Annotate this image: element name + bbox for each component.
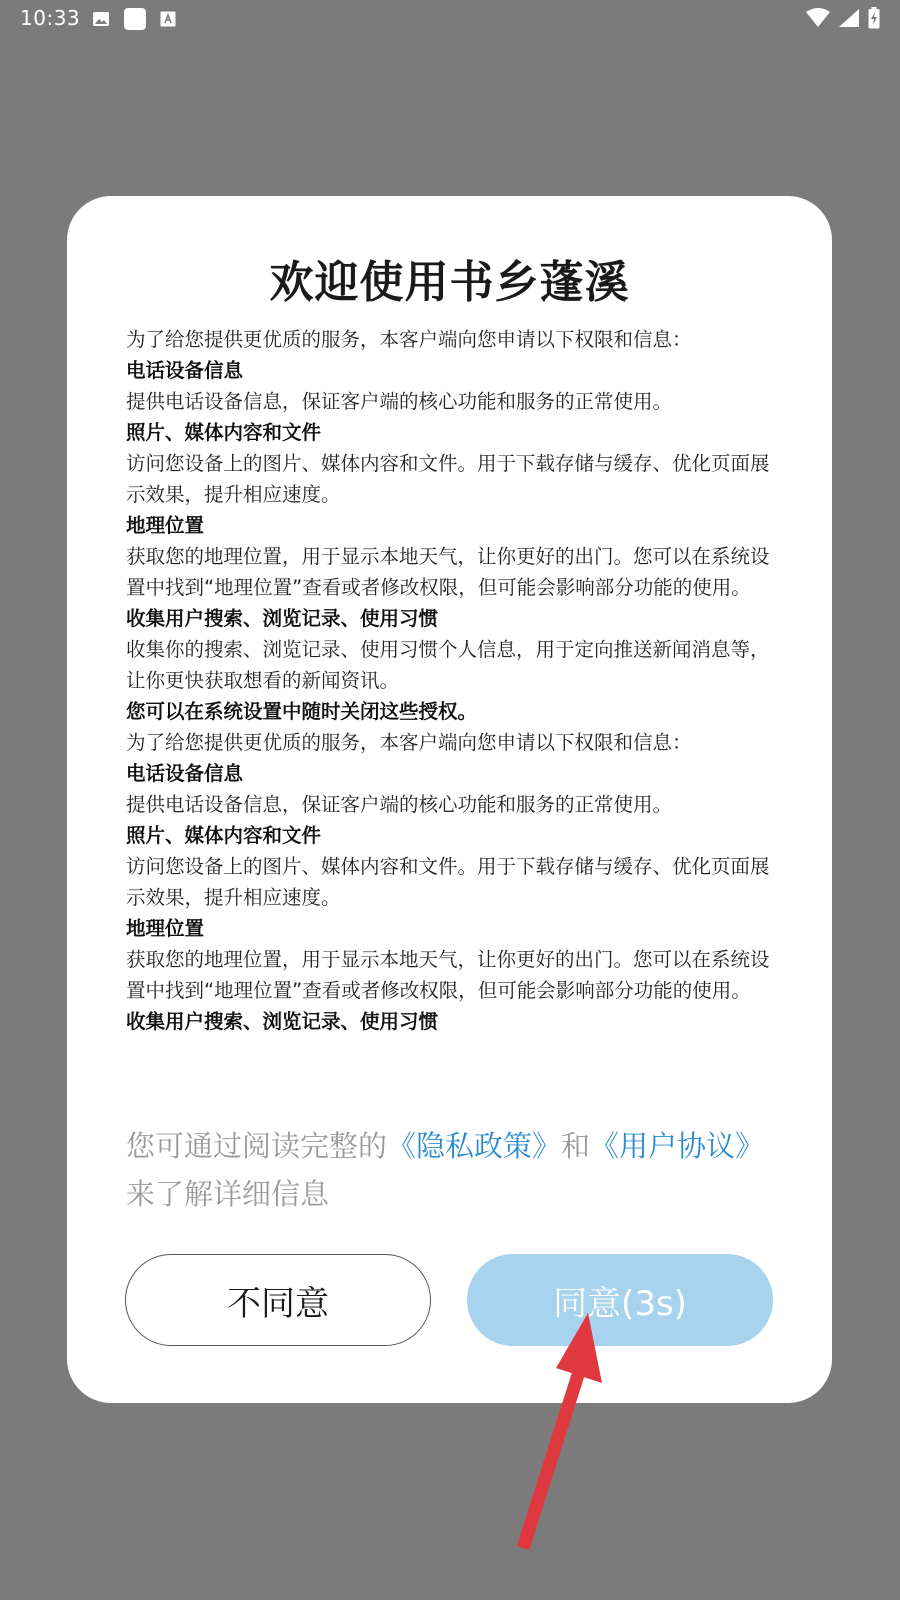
dialog-title: 欢迎使用书乡蓬溪 [269, 257, 630, 308]
permission-paragraph: 获取您的地理位置，用于显示本地天气，让你更好的出门。您可以在系统设置中找到“地理位置”查看或者修改权限，但可能会影响部分功能的使用。 [126, 545, 770, 599]
user-agreement-link[interactable]: 《用户协议》 [590, 1129, 765, 1163]
permission-heading: 地理位置 [126, 917, 205, 940]
permission-heading: 您可以在系统设置中随时关闭这些授权。 [126, 700, 478, 723]
permission-paragraph: 访问您设备上的图片、媒体内容和文件。用于下载存储与缓存、优化页面展示效果，提升相应速度。 [126, 452, 770, 506]
permission-paragraph: 提供电话设备信息，保证客户端的核心功能和服务的正常使用。 [126, 390, 673, 413]
permission-heading: 电话设备信息 [126, 359, 244, 382]
permission-heading: 收集用户搜索、浏览记录、使用习惯 [126, 607, 439, 630]
permission-heading: 照片、媒体内容和文件 [126, 421, 322, 444]
permission-heading: 电话设备信息 [126, 762, 244, 785]
policy-prefix: 您可通过阅读完整的 [126, 1129, 388, 1163]
permission-heading: 收集用户搜索、浏览记录、使用习惯 [126, 1010, 439, 1033]
permission-paragraph: 收集你的搜索、浏览记录、使用习惯个人信息，用于定向推送新闻消息等，让你更快获取想看的新闻资讯。 [126, 638, 770, 692]
policy-and: 和 [561, 1129, 591, 1163]
permission-paragraph: 获取您的地理位置，用于显示本地天气，让你更好的出门。您可以在系统设置中找到“地理位置”查看或者修改权限，但可能会影响部分功能的使用。 [126, 948, 770, 1002]
permission-paragraph: 提供电话设备信息，保证客户端的核心功能和服务的正常使用。 [126, 793, 673, 816]
permission-paragraph: 为了给您提供更优质的服务，本客户端向您申请以下权限和信息： [126, 328, 692, 351]
policy-suffix: 来了解详细信息 [126, 1177, 330, 1211]
permission-heading: 照片、媒体内容和文件 [126, 824, 322, 847]
status-time: 10:33 [20, 6, 81, 30]
permission-heading: 地理位置 [126, 514, 205, 537]
agree-label: 同意(3s) [553, 1283, 687, 1324]
permission-paragraph: 为了给您提供更优质的服务，本客户端向您申请以下权限和信息： [126, 731, 692, 754]
privacy-policy-link[interactable]: 《隐私政策》 [387, 1129, 562, 1163]
disagree-label: 不同意 [227, 1283, 329, 1324]
permission-paragraph: 访问您设备上的图片、媒体内容和文件。用于下载存储与缓存、优化页面展示效果，提升相应速度。 [126, 855, 770, 909]
